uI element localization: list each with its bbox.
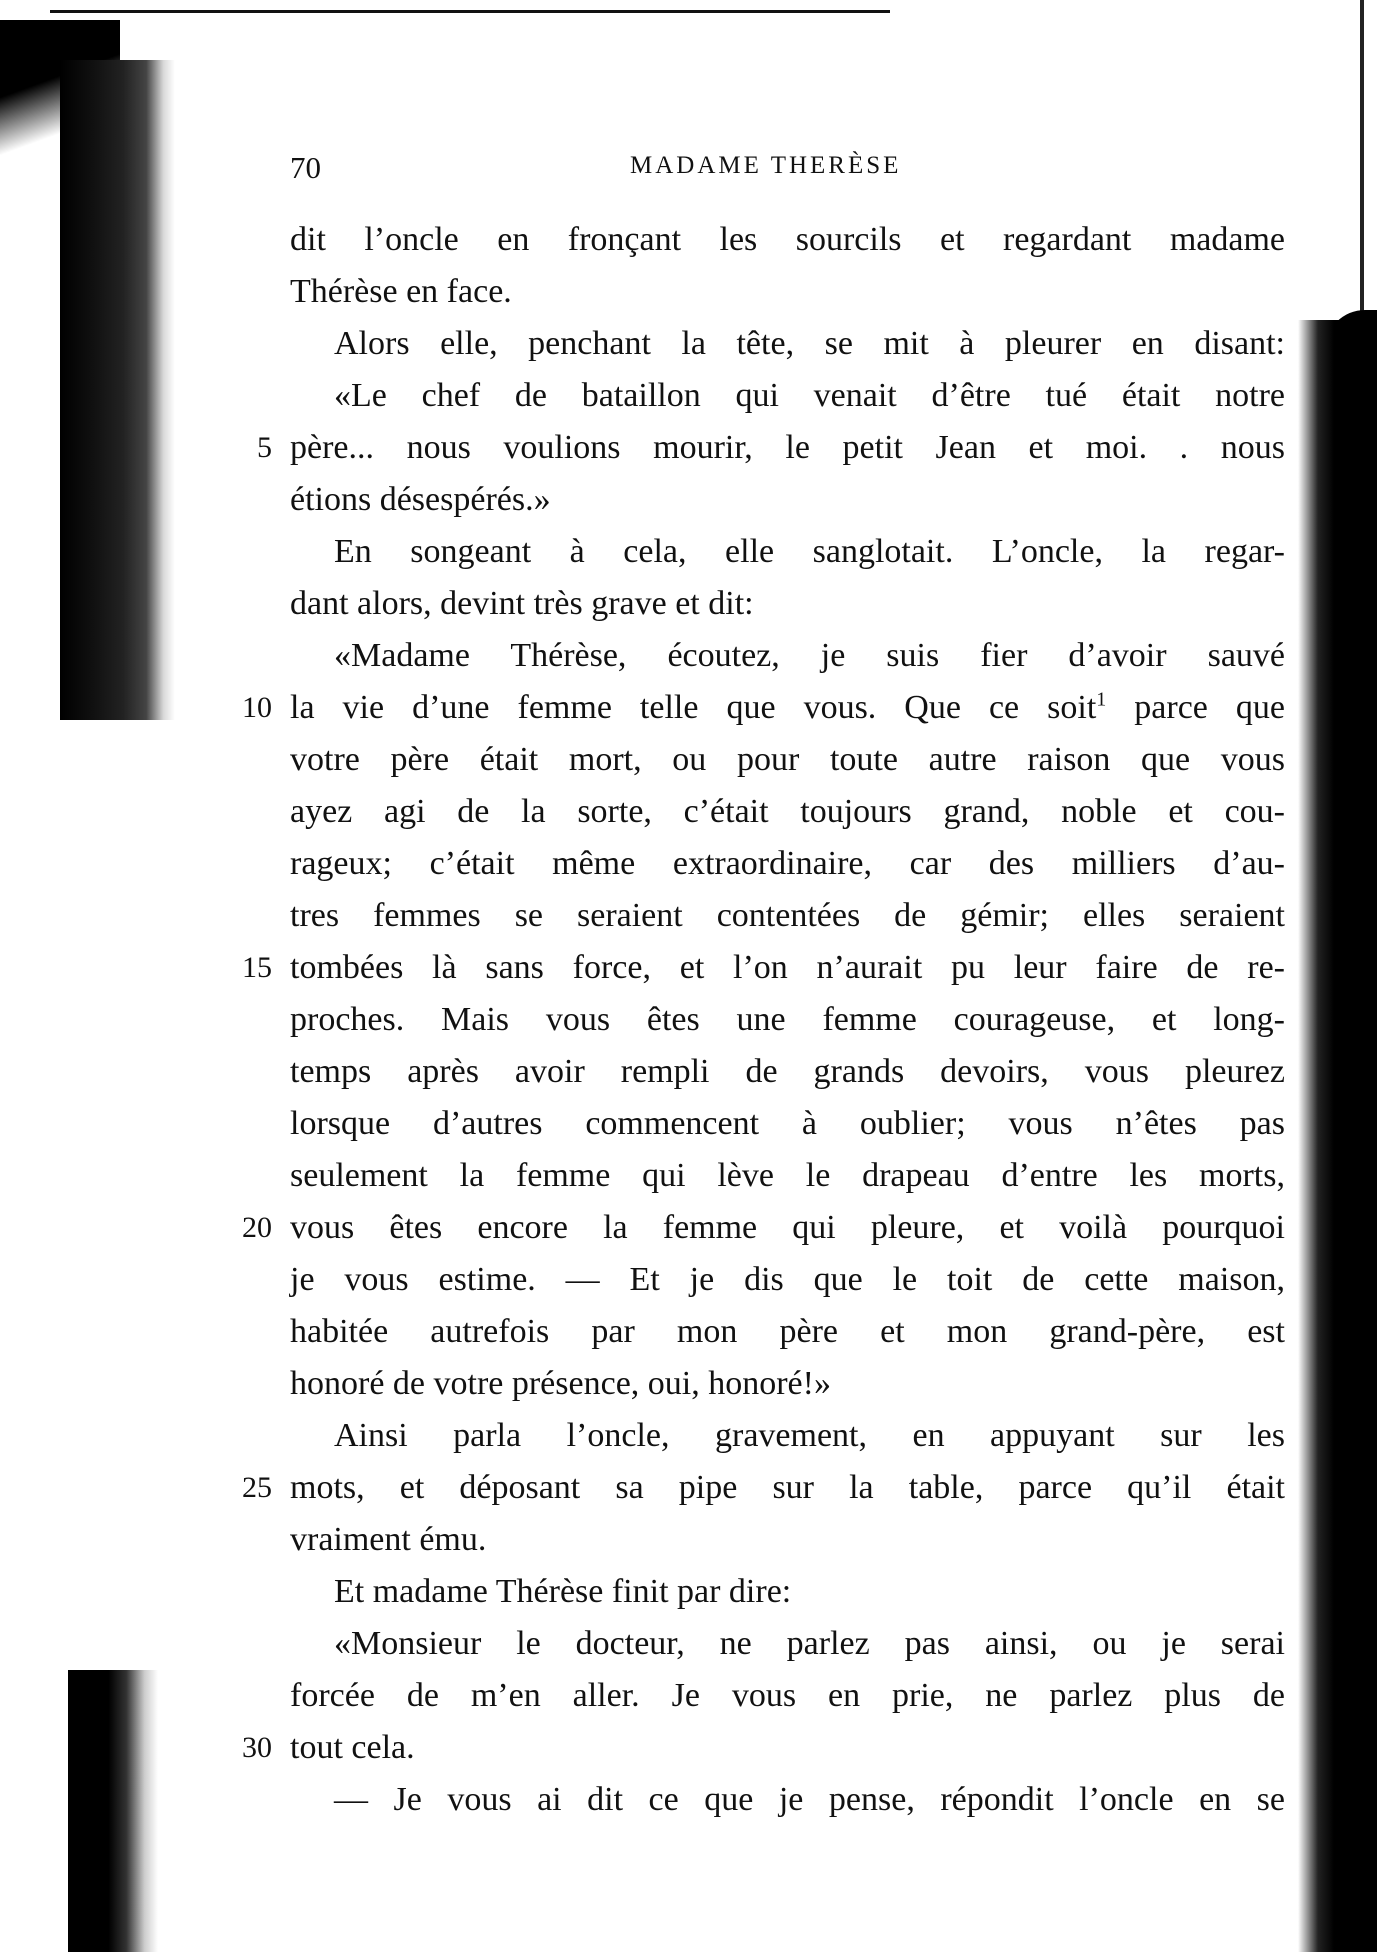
line-text: Thérèse en face. bbox=[290, 273, 512, 310]
line-text: Ainsi parla l’oncle, gravement, en appuyant sur les bbox=[334, 1417, 1285, 1454]
text-line bbox=[290, 1514, 1285, 1566]
line-number: 30 bbox=[242, 1731, 272, 1764]
line-text: lorsque d’autres commencent à oublier; vous n’êtes pas bbox=[290, 1105, 1285, 1142]
line-text: Et madame Thérèse finit par dire: bbox=[334, 1573, 792, 1610]
line-text: étions désespérés.» bbox=[290, 481, 551, 518]
page-number: 70 bbox=[290, 150, 321, 185]
text-line bbox=[290, 1254, 1285, 1306]
text-line bbox=[290, 890, 1285, 942]
line-number: 20 bbox=[242, 1211, 272, 1244]
line-number: 25 bbox=[242, 1471, 272, 1504]
scan-gutter-shadow bbox=[60, 60, 175, 720]
line-number: 10 bbox=[242, 691, 272, 724]
text-line bbox=[290, 1566, 1285, 1618]
text-line bbox=[290, 1358, 1285, 1410]
text-line bbox=[290, 1098, 1285, 1150]
line-text: habitée autrefois par mon père et mon grand-père, est bbox=[290, 1313, 1285, 1350]
running-title: MADAME THERÈSE bbox=[630, 152, 902, 179]
text-line bbox=[242, 1462, 1285, 1514]
scan-gutter-shadow-bottom bbox=[68, 1670, 158, 1952]
text-line bbox=[290, 1410, 1285, 1462]
text-line bbox=[290, 578, 1285, 630]
line-text: forcée de m’en aller. Je vous en prie, ne parlez plus de bbox=[290, 1677, 1285, 1714]
line-number: 5 bbox=[257, 431, 272, 464]
line-text: Alors elle, penchant la tête, se mit à pleurer en disant: bbox=[334, 325, 1285, 362]
line-text: — Je vous ai dit ce que je pense, répondit l’oncle en se bbox=[334, 1781, 1285, 1818]
text-line bbox=[290, 838, 1285, 890]
text-line bbox=[290, 1046, 1285, 1098]
footnote-marker: 1 bbox=[1096, 688, 1107, 711]
line-text: vraiment ému. bbox=[290, 1521, 487, 1558]
line-text: proches. Mais vous êtes une femme courageuse, et long- bbox=[290, 1001, 1285, 1038]
line-text: votre père était mort, ou pour toute autre raison que vous bbox=[290, 741, 1285, 778]
line-text: mots, et déposant sa pipe sur la table, parce qu’il était bbox=[290, 1469, 1285, 1506]
line-text: dit l’oncle en fronçant les sourcils et regardant madame bbox=[290, 221, 1285, 258]
line-text: tombées là sans force, et l’on n’aurait pu leur faire de re- bbox=[290, 949, 1285, 986]
text-line bbox=[290, 474, 1285, 526]
text-line bbox=[290, 1306, 1285, 1358]
text-line bbox=[290, 994, 1285, 1046]
line-text: seulement la femme qui lève le drapeau d’entre les morts, bbox=[290, 1157, 1285, 1194]
line-text: «Le chef de bataillon qui venait d’être tué était notre bbox=[334, 377, 1285, 414]
text-line bbox=[290, 1670, 1285, 1722]
line-text: père... nous voulions mourir, le petit Jean et moi. . nous bbox=[290, 429, 1285, 466]
line-text-continued: parce que bbox=[1106, 689, 1285, 726]
body-text bbox=[242, 214, 1285, 1826]
text-line bbox=[242, 682, 1285, 734]
text-line bbox=[290, 1150, 1285, 1202]
text-line bbox=[290, 630, 1285, 682]
line-text: «Monsieur le docteur, ne parlez pas ainsi, ou je serai bbox=[334, 1625, 1285, 1662]
text-line bbox=[290, 526, 1285, 578]
line-text: la vie d’une femme telle que vous. Que ce soit bbox=[290, 689, 1097, 726]
text-line bbox=[290, 318, 1285, 370]
scan-right-thin-edge bbox=[1360, 0, 1364, 320]
text-line bbox=[290, 266, 1285, 318]
page-header bbox=[290, 150, 1290, 190]
line-text: tres femmes se seraient contentées de gémir; elles seraient bbox=[290, 897, 1285, 934]
text-line bbox=[242, 1202, 1285, 1254]
line-number: 15 bbox=[242, 951, 272, 984]
text-line bbox=[290, 214, 1285, 266]
line-text: «Madame Thérèse, écoutez, je suis fier d’avoir sauvé bbox=[334, 637, 1285, 674]
text-line bbox=[290, 734, 1285, 786]
scan-right-edge bbox=[1298, 320, 1377, 1952]
text-line bbox=[257, 422, 1285, 474]
line-text: tout cela. bbox=[290, 1729, 415, 1766]
line-text: rageux; c’était même extraordinaire, car des milliers d’au- bbox=[290, 845, 1285, 882]
text-line bbox=[242, 942, 1285, 994]
text-line bbox=[290, 1774, 1285, 1826]
text-line bbox=[290, 1618, 1285, 1670]
line-text: ayez agi de la sorte, c’était toujours grand, noble et cou- bbox=[290, 793, 1285, 830]
line-text: vous êtes encore la femme qui pleure, et voilà pourquoi bbox=[290, 1209, 1285, 1246]
line-text: dant alors, devint très grave et dit: bbox=[290, 585, 754, 622]
line-text: temps après avoir rempli de grands devoirs, vous pleurez bbox=[290, 1053, 1285, 1090]
scan-top-rule bbox=[50, 10, 890, 13]
line-text: je vous estime. — Et je dis que le toit de cette maison, bbox=[290, 1261, 1285, 1298]
text-line bbox=[290, 786, 1285, 838]
line-text: honoré de votre présence, oui, honoré!» bbox=[290, 1365, 831, 1402]
text-line bbox=[290, 370, 1285, 422]
text-line bbox=[242, 1722, 1285, 1774]
line-text: En songeant à cela, elle sanglotait. L’oncle, la regar- bbox=[334, 533, 1285, 570]
